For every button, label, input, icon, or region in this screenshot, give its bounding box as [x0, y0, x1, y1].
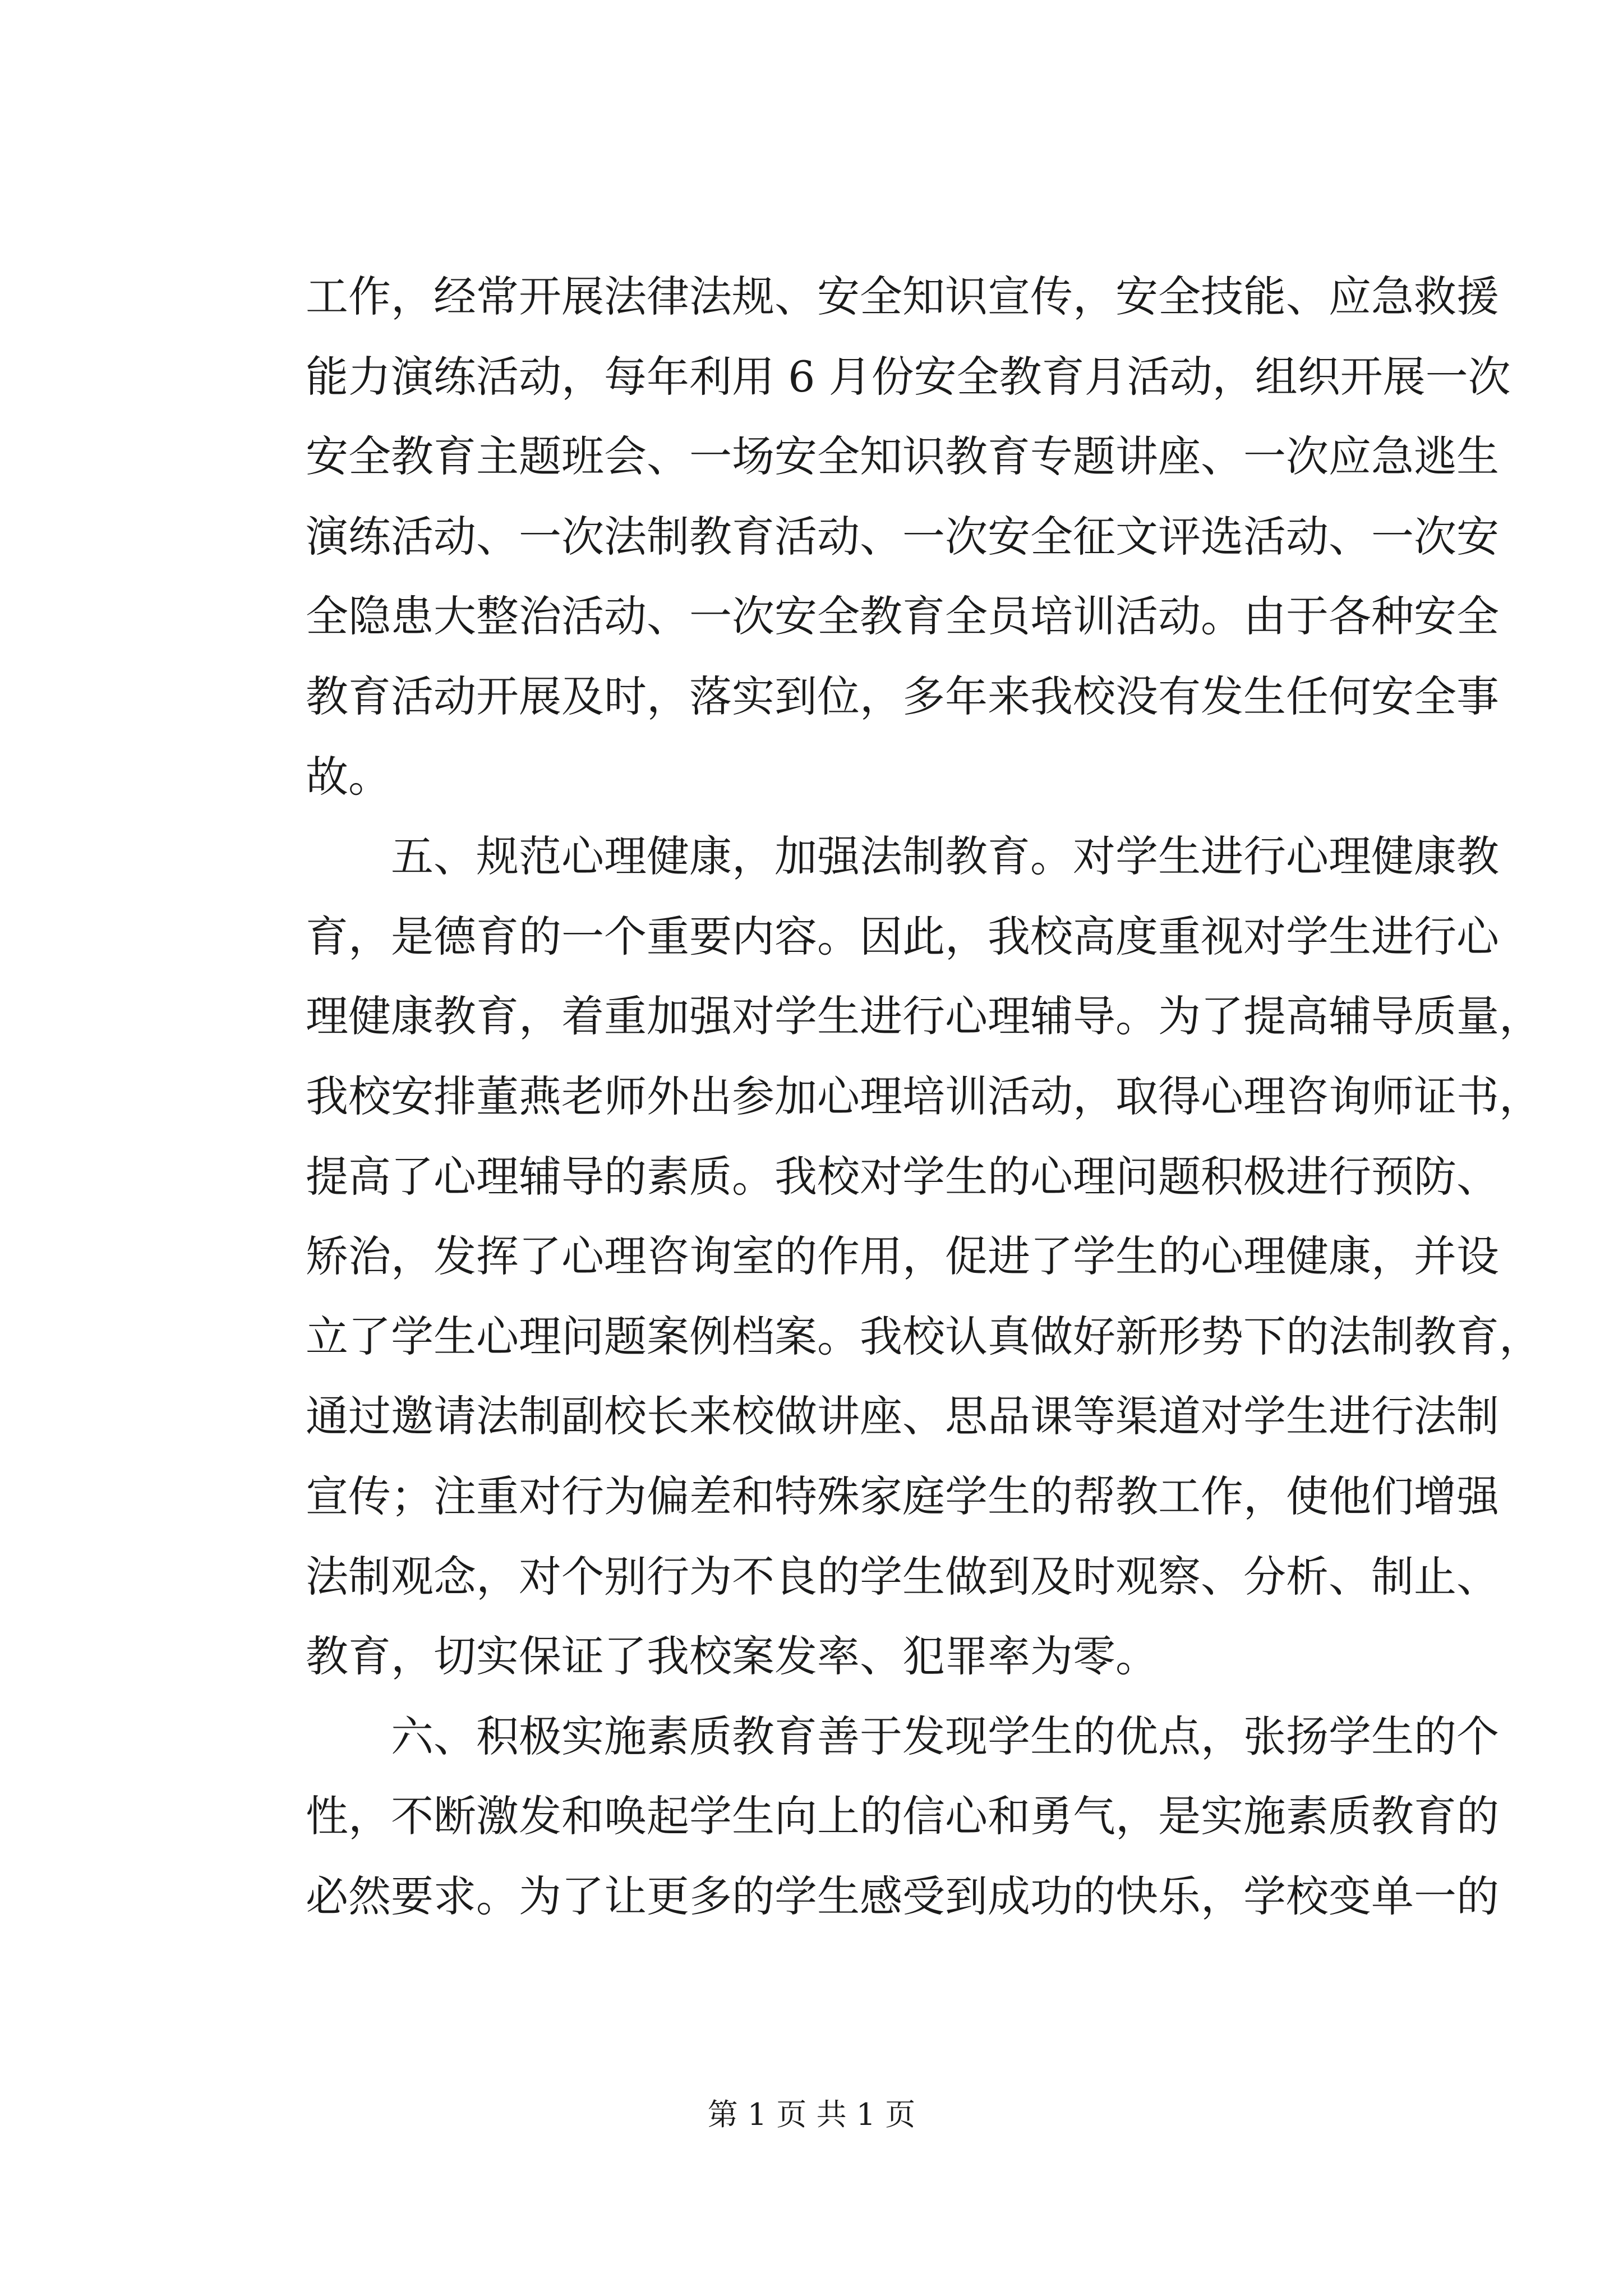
text-line: 提高了心理辅导的素质。我校对学生的心理问题积极进行预防、	[306, 1151, 1499, 1202]
text-line: 必然要求。为了让更多的学生感受到成功的快乐，学校变单一的	[306, 1871, 1499, 1921]
text-line: 全隐患大整治活动、一次安全教育全员培训活动。由于各种安全	[306, 591, 1499, 642]
text-line-paragraph-end: 教育，切实保证了我校案发率、犯罪率为零。	[306, 1631, 1158, 1682]
body-text	[306, 257, 1542, 1936]
text-line: 育，是德育的一个重要内容。因此，我校高度重视对学生进行心	[306, 911, 1499, 961]
text-line-paragraph-end: 故。	[306, 751, 391, 802]
text-line: 理健康教育，着重加强对学生进行心理辅导。为了提高辅导质量，	[306, 991, 1542, 1042]
paragraph-five-heading-line: 五、规范心理健康，加强法制教育。对学生进行心理健康教	[391, 831, 1499, 882]
text-line: 演练活动、一次法制教育活动、一次安全征文评选活动、一次安	[306, 511, 1499, 562]
text-line: 安全教育主题班会、一场安全知识教育专题讲座、一次应急逃生	[306, 431, 1499, 482]
text-line: 能力演练活动，每年利用 6 月份安全教育月活动，组织开展一次	[306, 351, 1511, 402]
text-line: 宣传；注重对行为偏差和特殊家庭学生的帮教工作，使他们增强	[306, 1471, 1499, 1521]
text-line: 性，不断激发和唤起学生向上的信心和勇气，是实施素质教育的	[306, 1791, 1499, 1842]
text-line: 通过邀请法制副校长来校做讲座、思品课等渠道对学生进行法制	[306, 1391, 1499, 1442]
page-number-footer: 第 1 页 共 1 页	[707, 2097, 916, 2132]
text-line: 我校安排董燕老师外出参加心理培训活动，取得心理咨询师证书，	[306, 1071, 1542, 1121]
text-line: 法制观念，对个别行为不良的学生做到及时观察、分析、制止、	[306, 1551, 1499, 1602]
text-line: 工作，经常开展法律法规、安全知识宣传，安全技能、应急救援	[306, 272, 1499, 321]
text-line: 立了学生心理问题案例档案。我校认真做好新形势下的法制教育，	[306, 1311, 1542, 1361]
text-line: 矫治，发挥了心理咨询室的作用，促进了学生的心理健康，并设	[306, 1231, 1499, 1282]
paragraph-six-heading-line: 六、积极实施素质教育善于发现学生的优点，张扬学生的个	[391, 1711, 1499, 1761]
text-line: 教育活动开展及时，落实到位，多年来我校没有发生任何安全事	[306, 671, 1499, 721]
